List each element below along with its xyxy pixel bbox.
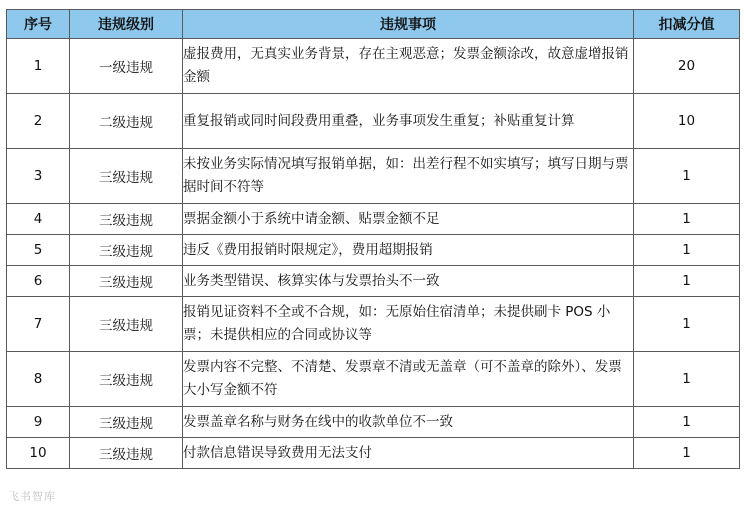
header-deduct: 扣减分值 xyxy=(634,10,740,39)
row-item: 重复报销或同时间段费用重叠，业务事项发生重复；补贴重复计算 xyxy=(183,94,634,149)
row-level: 三级违规 xyxy=(70,204,183,235)
row-num: 10 xyxy=(7,438,70,469)
row-level: 三级违规 xyxy=(70,438,183,469)
row-level: 二级违规 xyxy=(70,94,183,149)
table-row xyxy=(7,149,740,204)
row-deduct: 1 xyxy=(634,204,740,235)
row-item: 发票内容不完整、不清楚、发票章不清或无盖章（可不盖章的除外）、发票大小写金额不符 xyxy=(183,352,634,407)
row-num: 3 xyxy=(7,149,70,204)
row-item: 票据金额小于系统中请金额、贴票金额不足 xyxy=(183,204,634,235)
row-level: 一级违规 xyxy=(70,39,183,94)
row-level: 三级违规 xyxy=(70,407,183,438)
row-item: 业务类型错误、核算实体与发票抬头不一致 xyxy=(183,266,634,297)
row-deduct: 1 xyxy=(634,438,740,469)
table-row xyxy=(7,235,740,266)
table-row xyxy=(7,438,740,469)
table-header-row xyxy=(7,10,740,39)
table-row xyxy=(7,204,740,235)
row-level: 三级违规 xyxy=(70,297,183,352)
watermark: 飞书智库 xyxy=(8,490,56,503)
row-level: 三级违规 xyxy=(70,235,183,266)
row-num: 8 xyxy=(7,352,70,407)
row-num: 6 xyxy=(7,266,70,297)
row-num: 9 xyxy=(7,407,70,438)
row-deduct: 1 xyxy=(634,235,740,266)
table-row xyxy=(7,39,740,94)
header-num: 序号 xyxy=(7,10,70,39)
row-num: 1 xyxy=(7,39,70,94)
table-row xyxy=(7,297,740,352)
row-item: 未按业务实际情况填写报销单据，如：出差行程不如实填写；填写日期与票据时间不符等 xyxy=(183,149,634,204)
table-row xyxy=(7,352,740,407)
header-level: 违规级别 xyxy=(70,10,183,39)
row-num: 2 xyxy=(7,94,70,149)
row-deduct: 10 xyxy=(634,94,740,149)
row-deduct: 1 xyxy=(634,149,740,204)
row-deduct: 1 xyxy=(634,266,740,297)
row-num: 7 xyxy=(7,297,70,352)
row-item: 违反《费用报销时限规定》，费用超期报销 xyxy=(183,235,634,266)
row-deduct: 1 xyxy=(634,297,740,352)
row-num: 4 xyxy=(7,204,70,235)
row-level: 三级违规 xyxy=(70,266,183,297)
row-deduct: 1 xyxy=(634,352,740,407)
row-num: 5 xyxy=(7,235,70,266)
table-row xyxy=(7,407,740,438)
table-row xyxy=(7,94,740,149)
row-item: 报销见证资料不全或不合规，如：无原始住宿清单；未提供刷卡 POS 小票；未提供相应的合同或协议等 xyxy=(183,297,634,352)
violation-table xyxy=(6,9,740,469)
row-item: 付款信息错误导致费用无法支付 xyxy=(183,438,634,469)
table-row xyxy=(7,266,740,297)
header-item: 违规事项 xyxy=(183,10,634,39)
row-level: 三级违规 xyxy=(70,352,183,407)
row-deduct: 1 xyxy=(634,407,740,438)
row-level: 三级违规 xyxy=(70,149,183,204)
row-item: 发票盖章名称与财务在线中的收款单位不一致 xyxy=(183,407,634,438)
row-item: 虚报费用，无真实业务背景，存在主观恶意；发票金额涂改，故意虚增报销金额 xyxy=(183,39,634,94)
row-deduct: 20 xyxy=(634,39,740,94)
